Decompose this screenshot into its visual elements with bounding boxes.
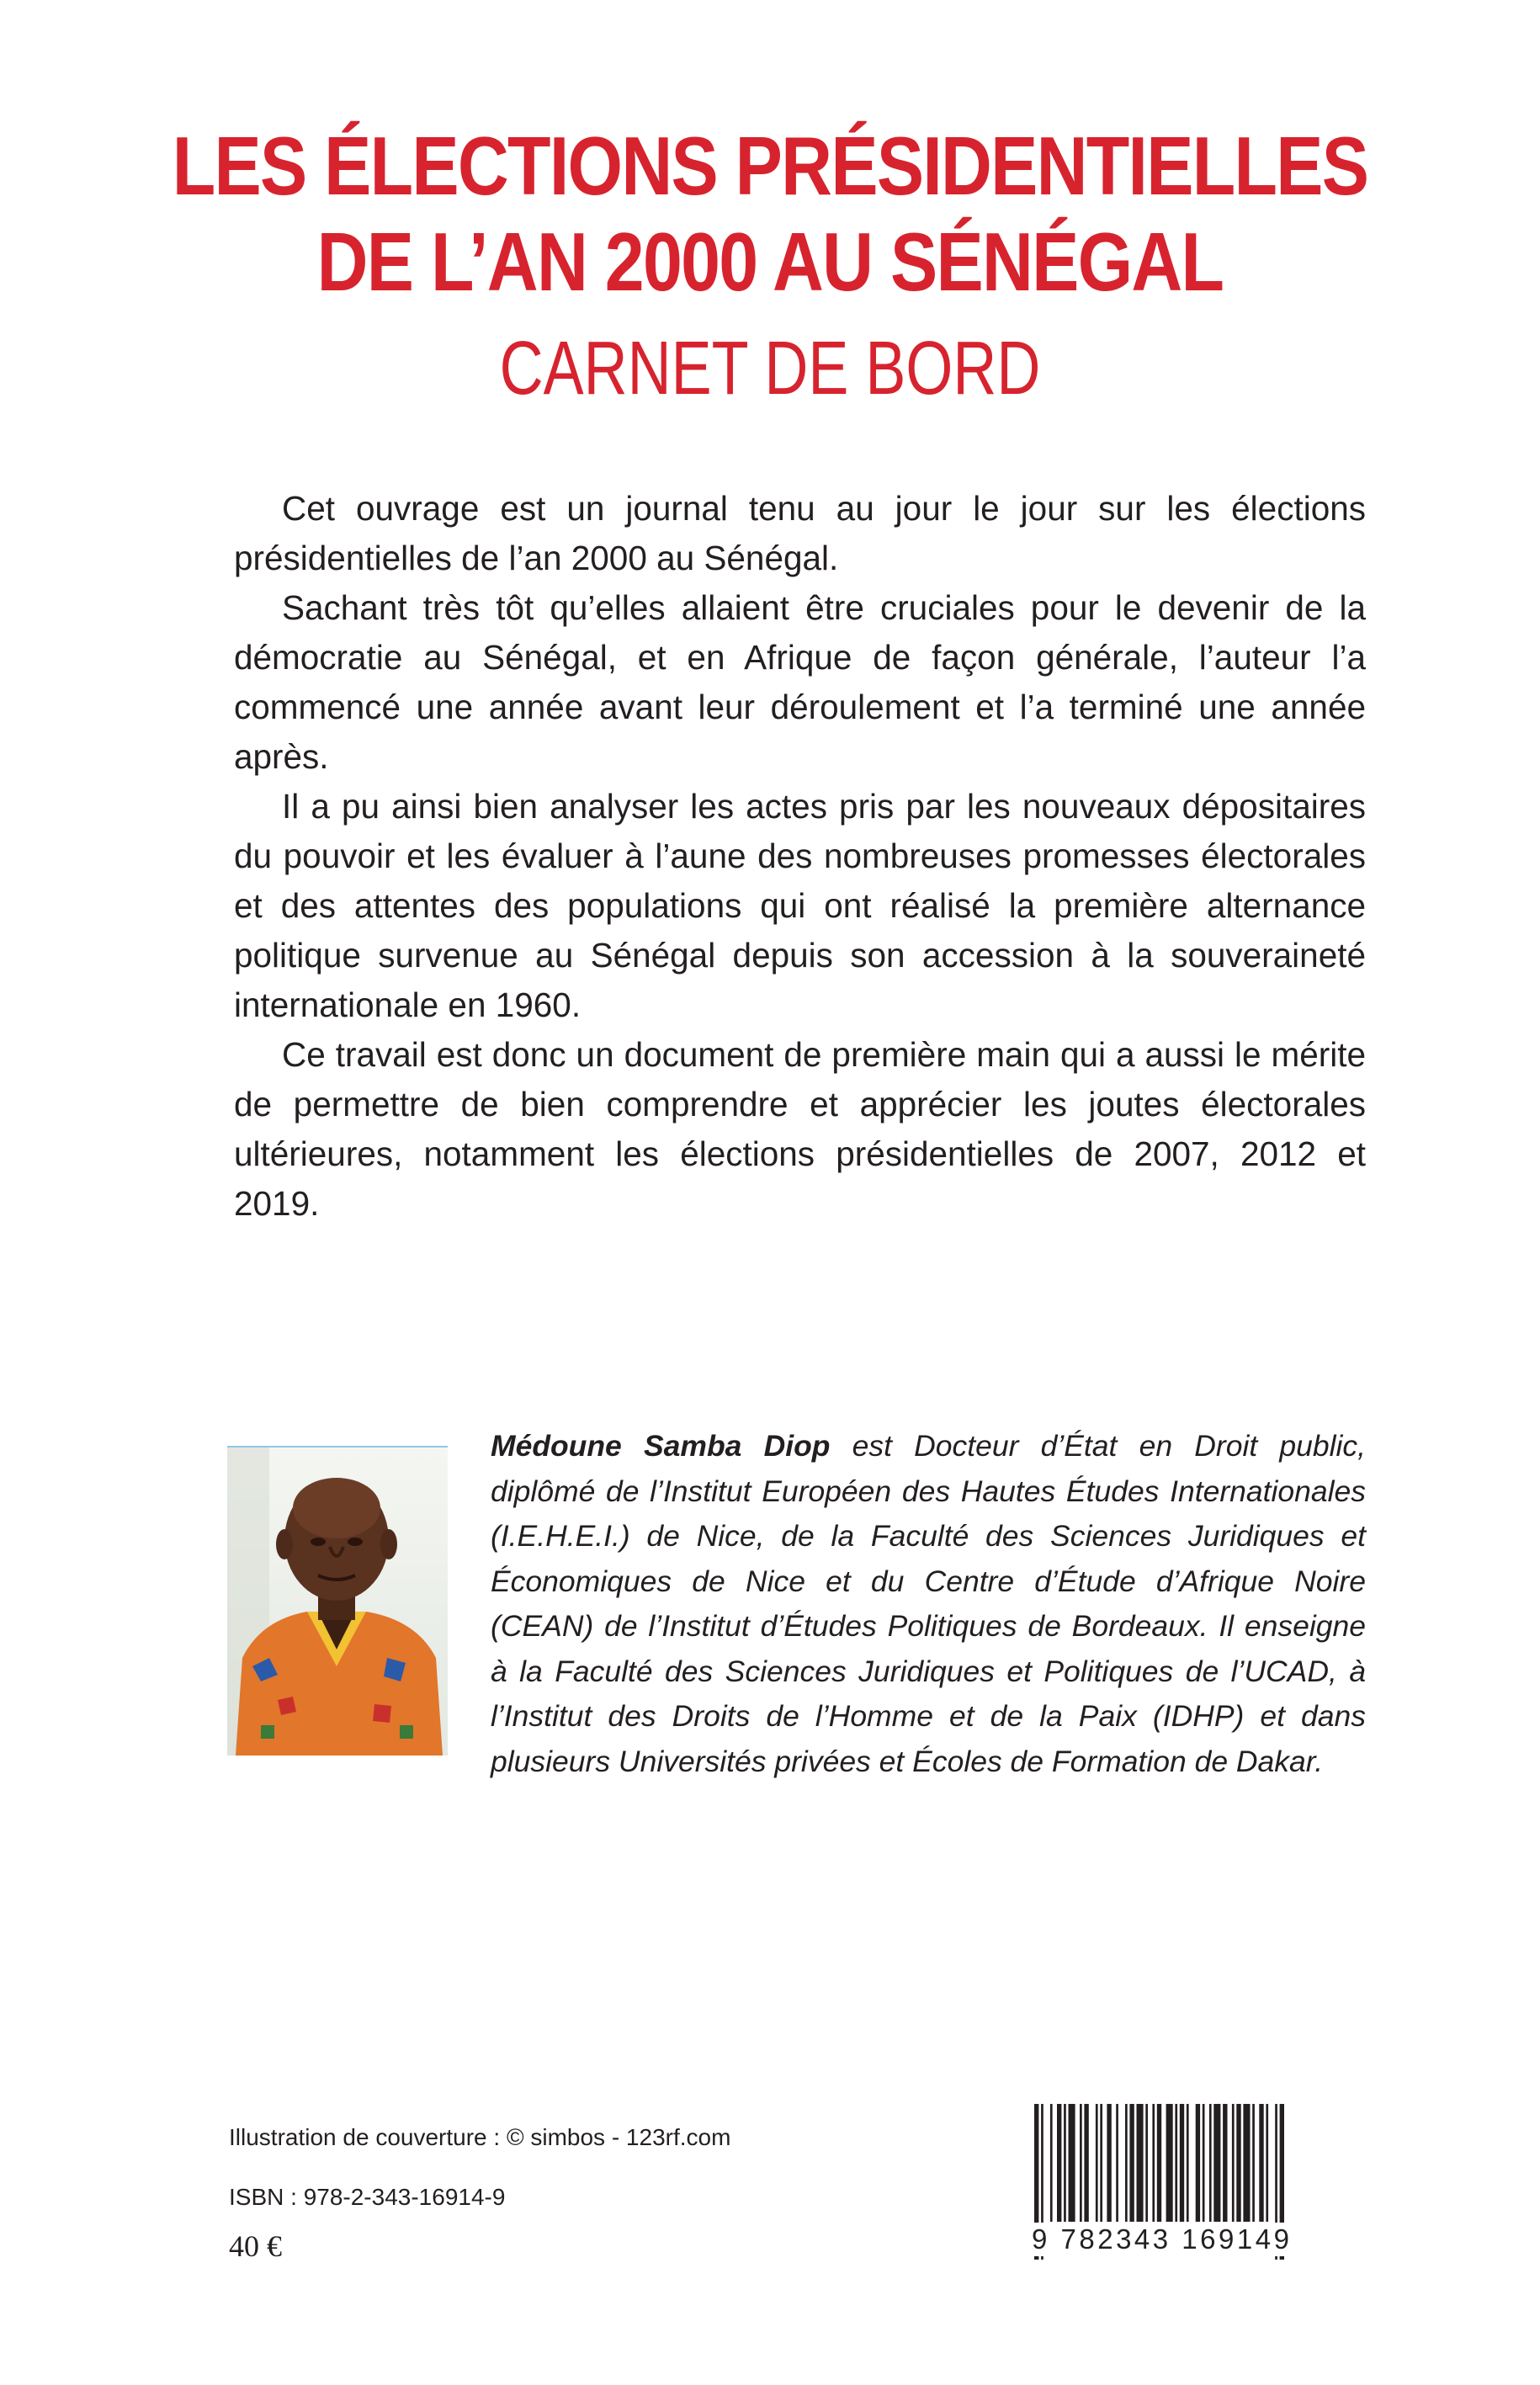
barcode-bar bbox=[1080, 2104, 1082, 2222]
barcode-bar bbox=[1084, 2104, 1088, 2222]
barcode-bar bbox=[1069, 2104, 1075, 2222]
barcode-bar bbox=[1064, 2104, 1066, 2222]
barcode-bar bbox=[1187, 2104, 1189, 2222]
summary-paragraph-2: Sachant très tôt qu’elles allaient être cruciales pour le devenir de la démocratie au Sénégal, et en Afrique de façon générale, l’auteur l’a commencé une année avant leur déroulement et l’a terminé une année après. bbox=[234, 588, 1366, 776]
barcode-digits: 9 782343 169149 bbox=[1032, 2223, 1345, 2256]
summary-paragraph-4: Ce travail est donc un document de première main qui a aussi le mérite de permettre de bien comprendre et apprécier les joutes électorales ultérieures, notamment les élections présidentielles de 2007, 2012 et 2019. bbox=[234, 1035, 1366, 1223]
price: 40 € bbox=[229, 2229, 282, 2263]
barcode-bar bbox=[1175, 2104, 1177, 2222]
barcode-bar bbox=[1232, 2104, 1235, 2222]
barcode-bar bbox=[1196, 2104, 1200, 2222]
author-bio-text: est Docteur d’État en Droit public, diplômé de l’Institut Européen des Hautes Études Internationales (I.E.H.E.I.) de Nice, de la Faculté des Sciences Juridiques et Économiques de Nice et du Centre d’Étude d’Afrique Noire (CEAN) de l’Institut d’Études Politiques de Bordeaux. Il enseigne à la Faculté des Sciences Juridiques et Politiques de l’UCAD, à l’Institut des Droits de l’Homme et de la Paix (IDHP) et dans plusieurs Universités privées et Écoles de Formation de Dakar. bbox=[491, 1429, 1366, 1778]
barcode-bar bbox=[1203, 2104, 1205, 2222]
barcode-bar bbox=[1125, 2104, 1128, 2222]
barcode-bar bbox=[1096, 2104, 1098, 2222]
author-bio bbox=[491, 1424, 1366, 1784]
barcode-bar bbox=[1107, 2104, 1111, 2222]
barcode-bar bbox=[1057, 2104, 1061, 2222]
barcode-bar bbox=[1129, 2104, 1134, 2222]
author-portrait-image bbox=[227, 1447, 448, 1756]
barcode-bar bbox=[1050, 2104, 1053, 2222]
barcode-bar bbox=[1209, 2104, 1212, 2222]
author-photo bbox=[227, 1446, 448, 1756]
book-title bbox=[108, 118, 1432, 310]
summary-text bbox=[234, 484, 1366, 1229]
barcode-bar bbox=[1259, 2104, 1263, 2222]
barcode-bar bbox=[1180, 2104, 1184, 2222]
barcode-bar bbox=[1213, 2104, 1220, 2222]
summary-paragraph-1: Cet ouvrage est un journal tenu au jour le jour sur les élections présidentielles de l’an 2000 au Sénégal. bbox=[234, 489, 1366, 577]
barcode-bar bbox=[1152, 2104, 1155, 2222]
barcode-bar bbox=[1243, 2104, 1250, 2222]
author-name: Médoune Samba Diop bbox=[491, 1429, 831, 1463]
barcode-bar bbox=[1100, 2104, 1102, 2222]
barcode-bar bbox=[1137, 2104, 1144, 2222]
isbn: ISBN : 978-2-343-16914-9 bbox=[229, 2184, 506, 2210]
barcode-bar bbox=[1252, 2104, 1255, 2222]
barcode-bar bbox=[1266, 2104, 1268, 2222]
barcode-bar bbox=[1223, 2104, 1227, 2222]
cover-illustration-credit: Illustration de couverture : © simbos - 123rf.com bbox=[229, 2124, 731, 2150]
barcode-bar bbox=[1236, 2104, 1240, 2222]
book-title-line-2: DE L’AN 2000 AU SÉNÉGAL bbox=[316, 215, 1224, 308]
barcode-bar bbox=[1145, 2104, 1148, 2222]
summary-paragraph-3: Il a pu ainsi bien analyser les actes pris par les nouveaux dépositaires du pouvoir et les évaluer à l’aune des nombreuses promesses électorales et des attentes des populations qui ont réalisé la première alternance politique survenue au Sénégal depuis son accession à la souveraineté internationale en 1960. bbox=[234, 787, 1366, 1024]
book-subtitle: CARNET DE BORD bbox=[499, 327, 1041, 411]
book-title-line-1: LES ÉLECTIONS PRÉSIDENTIELLES bbox=[172, 120, 1368, 212]
barcode-bar bbox=[1116, 2104, 1118, 2222]
barcode-bar bbox=[1157, 2104, 1161, 2222]
barcode-bar bbox=[1166, 2104, 1173, 2222]
